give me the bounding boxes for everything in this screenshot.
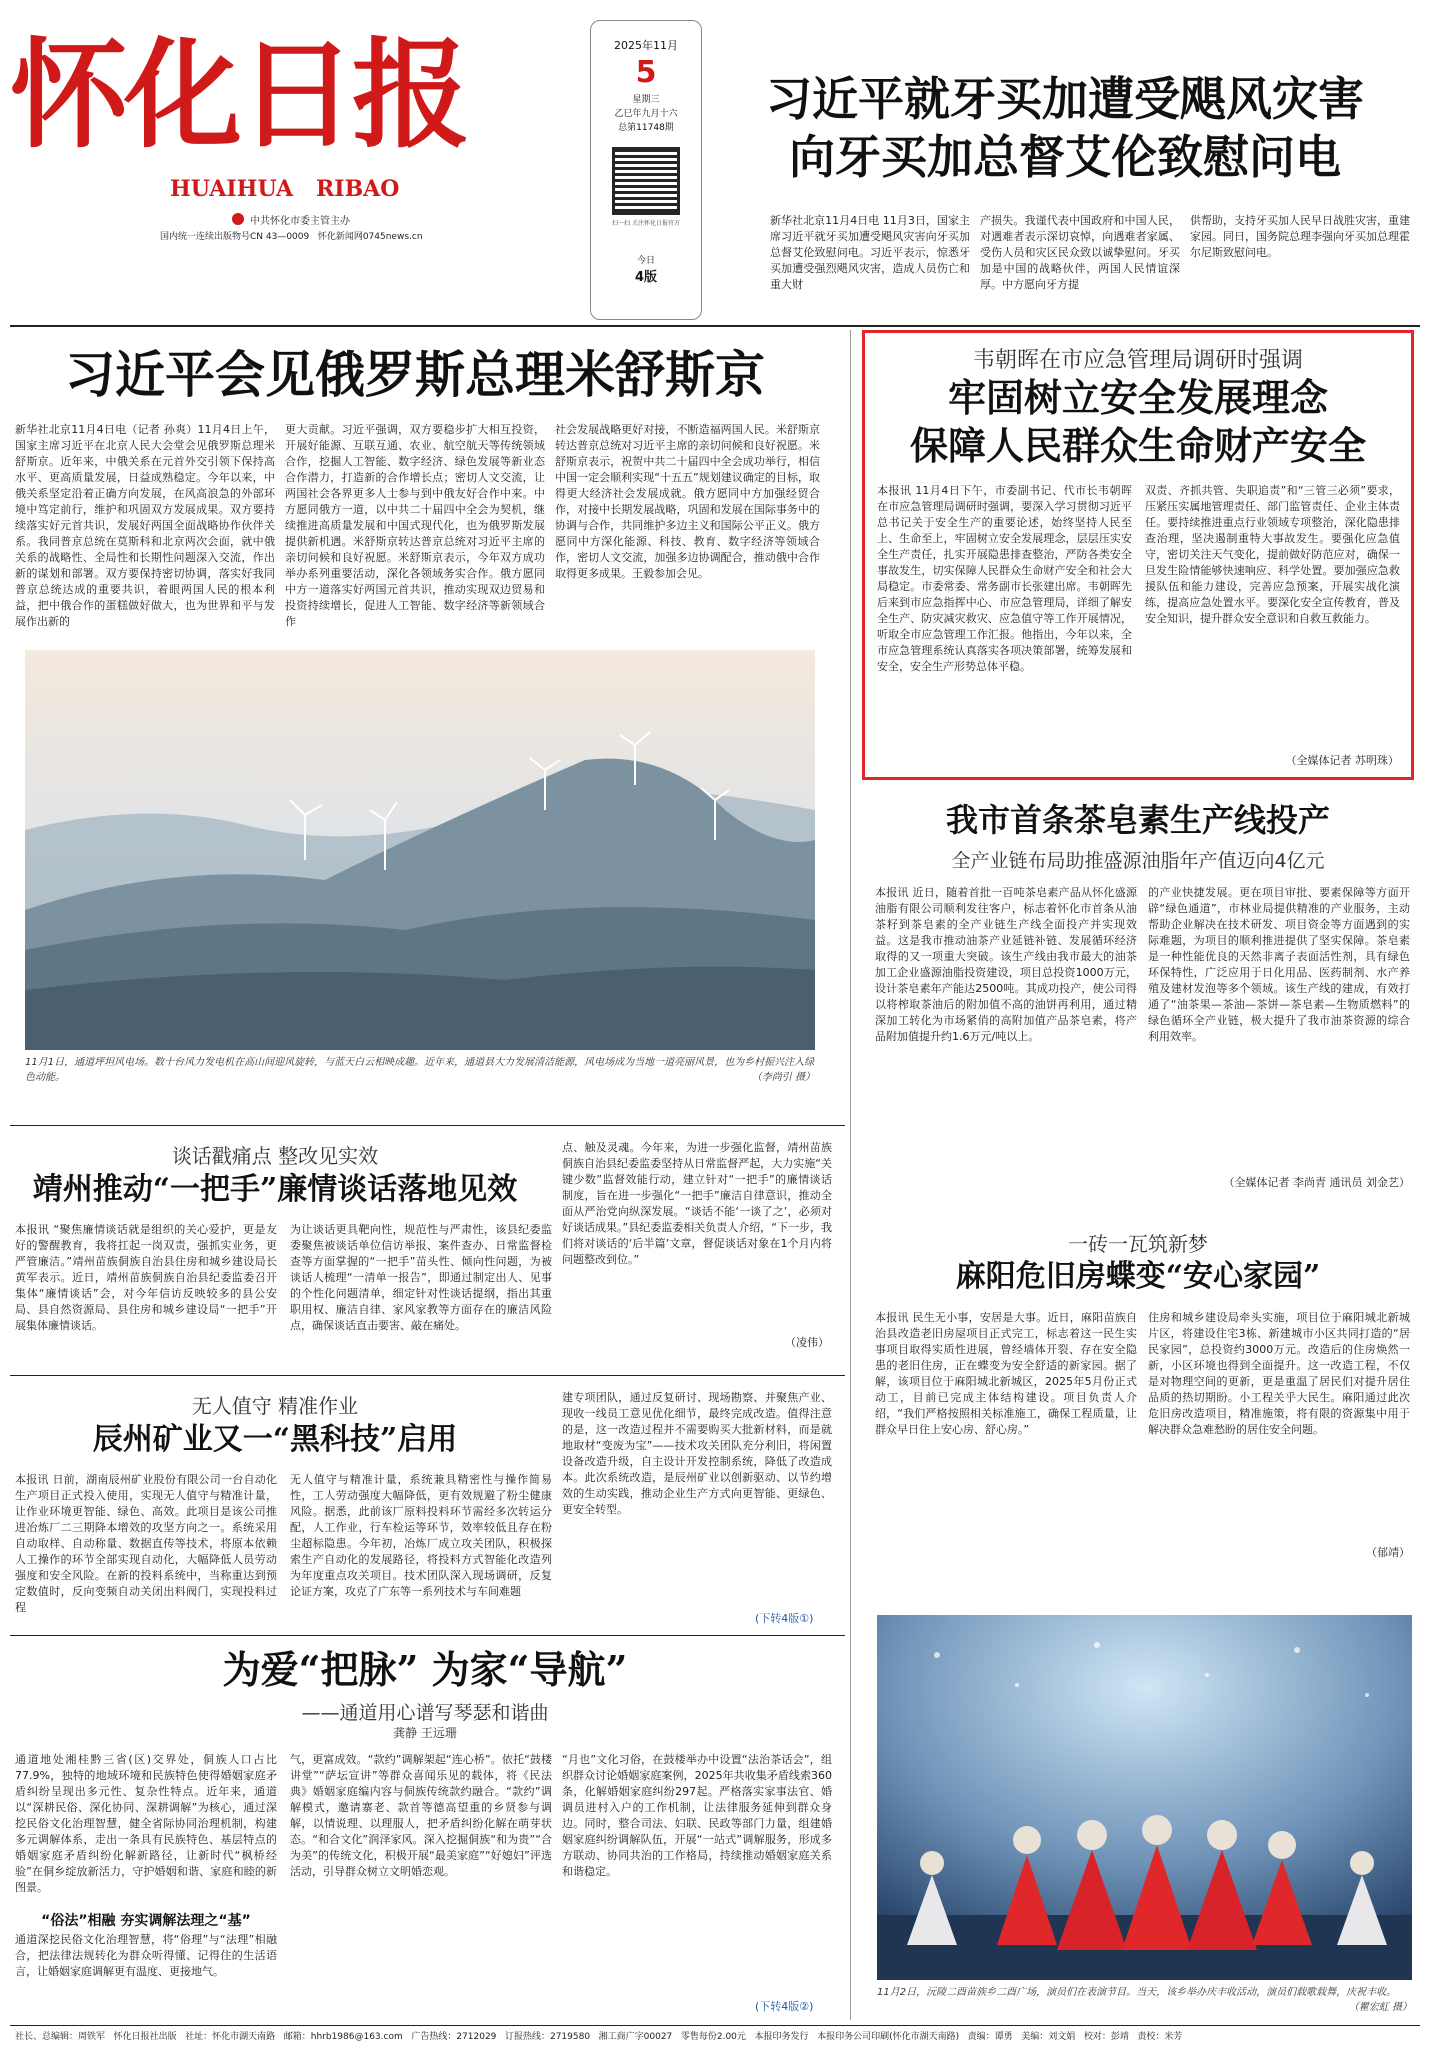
qr-caption: 扫一扫 关注怀化日报官方 (612, 220, 680, 227)
date-day: 5 (635, 55, 657, 90)
safety-credit: （全媒体记者 苏明珠） (1285, 754, 1399, 767)
safety-kicker: 韦朝晖在市应急管理局调研时强调 (972, 348, 1303, 373)
putin-col-1: 新华社北京11月4日电（记者 孙爽）11月4日上午，国家主席习近平在北京人民大会堂会见俄罗斯总理米舒斯京。近年来，中俄关系在元首外交引领下保持高水平、更高质量发展，日益成熟稳定。今年以来，中俄关系坚定沿着正确方向发展，在风高浪急的外部环境中笃定前行，维护和巩固双方发展成果。双方要持续落实好元首共识，发展好两国全面战略协作伙伴关系。我同普京总统在莫斯科和北京两次会面，就中俄关系的战略性、全局性和长期性问题深入交流，作出新的谋划和部署。双方要保持密切协调，落实好我同普京总统达成的重要共识，着眼两国人民的根本利益，把中俄合作的蛋糕做好做大，也为世界和平与发展作出新的 (15, 423, 275, 628)
tongdao-byline: 龚静 王远珊 (393, 1726, 457, 1740)
footer-imprint: 社长、总编辑：周铁军 怀化日报社出版 社址：怀化市湖天南路 邮箱：hhrb1986@163.com 广告热线：2712029 订报热线：2719580 湘工商广字00027 零售每份2.00元 本报印务发行 本报印务公司印刷(怀化市湖天南路) 责编：谭勇 美编：刘文娟 校对：彭靖 责校：米芳 (15, 2032, 1183, 2042)
mayang-headline[interactable]: 麻阳危旧房蝶变“安心家园” (955, 1259, 1321, 1294)
mining-kicker: 无人值守 精准作业 (191, 1394, 359, 1418)
tea-subhead: 全产业链布局助推盛源油脂年产值迈向4亿元 (951, 850, 1325, 872)
lianzheng-col-2: 为让谈话更具靶向性，规范性与严肃性，该县纪委监委聚焦被谈话单位信访举报、案件查办、日常监督检查等方面掌握的“一把手”苗头性、倾向性问题，为被谈话人梳理“一清单一报告”，即通过制定出人、见事的个性化问题清单，细定针对性谈话提纲，指出其重职用权、廉洁自律、家风家教等方面存在的廉洁风险点，确保谈话直击要害、敲在痛处。 (290, 1223, 552, 1332)
mayang-col-1: 本报讯 民生无小事，安居是大事。近日，麻阳苗族自治县改造老旧房屋项目正式完工，标志着这一民生实事项目取得实质性进展，曾经墙体开裂、存在安全隐患的老旧住房，正在蝶变为安全舒适的新家园。据了解，该项目位于麻阳城北新城区，2025年5月份正式动工，目前已完成主体结构建设。项目负责人介绍，“我们严格按照相关标准施工，确保工程质量，让群众早日住上安心房、舒心房。” (875, 1311, 1137, 1436)
tongdao-headline[interactable]: 为爱“把脉” 为家“导航” (222, 1647, 628, 1692)
windfarm-image (25, 650, 815, 1050)
dance-caption (877, 1985, 1412, 2015)
divider (10, 325, 1420, 327)
lead-col-3: 供帮助，支持牙买加人民早日战胜灾害，重建家园。同日，国务院总理李强向牙买加总理霍尔尼斯致慰问电。 (1190, 214, 1410, 259)
date-year-month: 2025年11月 (614, 39, 678, 52)
masthead-sponsor: 中共怀化市委主管主办 (250, 216, 350, 227)
masthead-logo-text: 怀化日报 (10, 25, 467, 164)
qr-code-icon[interactable] (612, 147, 680, 215)
safety-headline-1: 牢固树立安全发展理念 (947, 375, 1328, 420)
masthead-issn: 国内统一连续出版物号CN 43—0009 怀化新闻网0745news.cn (160, 232, 423, 242)
divider (850, 330, 851, 2020)
lead-headline-line1: 习近平就牙买加遭受飓风灾害 (766, 72, 1364, 126)
tea-col-2: 的产业快捷发展。更在项目审批、要素保障等方面开辟“绿色通道”，市林业局提供精准的产业服务，主动帮助企业解决在技术研发、项目资金等方面遇到的实际难题，为项目的顺利推进提供了坚实保障。茶皂素是一种性能优良的天然非离子表面活性剂，具有绿色环保特性，广泛应用于日化用品、医药制剂、水产养殖及建材发泡等多个领域。该生产线的建成，有效打通了“油茶果—茶油—茶饼—茶皂素—生物质燃料”的绿色循环全产业链，极大提升了我市油茶资源的综合利用效率。 (1148, 886, 1410, 1043)
lead-headline[interactable] (715, 70, 1415, 186)
safety-headline-2: 保障人民群众生命财产安全 (909, 423, 1366, 468)
putin-col-2: 更大贡献。习近平强调，双方要稳步扩大相互投资，开展好能源、互联互通、农业、航空航天等传统领域合作，挖掘人工智能、数字经济、绿色发展等新业态合作潜力，打造新的合作增长点；密切人文交流，让两国社会各界更多人士参与到中俄友好合作中来。中方愿同俄方一道，以中共二十届四中全会为契机，继续推进高质量发展和中国式现代化，也为俄罗斯发展提供新机遇。米舒斯京转达普京总统对习近平主席的亲切问候和良好祝愿。米舒斯京表示，今年双方成功举办系列重要活动，深化各领域务实合作。俄方愿同中方一道落实好两国元首共识，推动实现双边贸易和投资持续增长，促进人工智能、数字经济等新领域合作 (285, 423, 545, 628)
mining-jump-link[interactable]: (下转4版①) (755, 1612, 814, 1625)
dance-credit: （瞿宏虹 摄） (1348, 2002, 1412, 2013)
tongdao-col-1: 通道地处湘桂黔三省(区)交界处，侗族人口占比77.9%，独特的地域环境和民族特色使得婚姻家庭矛盾纠纷呈现出多元性、复杂性特点。近年来，通道以“深耕民俗、深化协同、深耕调解”为核心，通过深挖民俗文化治理智慧，健全省际协同治理机制，构建多元调解体系，走出一条具有民族特色、基层特点的婚姻家庭矛盾纠纷化解新路径，让新时代“枫桥经验”在侗乡绽放新活力，守护婚姻和谐、家庭和睦的新图景。 (15, 1753, 277, 1894)
putin-col-3: 社会发展战略更好对接，不断造福两国人民。米舒斯京转达普京总统对习近平主席的亲切问候和良好祝愿。米舒斯京表示，祝贺中共二十届四中全会成功举行，相信中国一定会顺利实现“十五五”规划建议确定的目标，取得更大经济社会发展成就。俄方愿同中方加强经贸合作，对接中长期发展战略，巩固和发展在国际事务中的协调与合作，共同维护多边主义和国际公平正义。俄方愿同中方深化能源、科技、教育、数字经济等领域合作，密切人文交流，加强多边协调配合，推动俄中合作取得更多成果。王毅参加会见。 (555, 423, 820, 580)
dateline-box (590, 20, 702, 320)
safety-story-box[interactable] (862, 330, 1414, 780)
date-weekday: 星期三 (632, 95, 660, 105)
divider (10, 1375, 845, 1376)
tea-col-1: 本报讯 近日，随着首批一百吨茶皂素产品从怀化盛源油脂有限公司顺利发往客户，标志着怀化市首条从油茶籽到茶皂素的全产业链生产线全面投产并实现效益。这是我市推动油茶产业延链补链、发展循环经济取得的又一项重大突破。该生产线由我市最大的油茶加工企业盛源油脂投资建设，项目总投资1000万元，设计茶皂素年产能达2500吨。其成功投产，使公司得以将榨取茶油后的附加值不高的油饼再利用，通过精深加工转化为市场紧俏的高附加值产品茶皂素，将产品附加值提升约1.6万元/吨以上。 (875, 886, 1137, 1043)
dance-photo[interactable] (877, 1615, 1412, 1980)
tongdao-col-1b: 通道深挖民俗文化治理智慧，将“俗理”与“法理”相融合，把法律法规转化为群众听得懂、记得住的生活语言，让婚姻家庭调解更有温度、更接地气。 (15, 1933, 277, 1978)
party-emblem-icon (232, 213, 244, 225)
tongdao-col-2: 气，更富成效。“款约”调解架起“连心桥”。依托“鼓楼讲堂”“萨坛宣讲”等群众喜闻乐见的载体，将《民法典》婚姻家庭编内容与侗族传统款约融合。“款约”调解模式，邀请寨老、款首等德高望重的乡贤参与调解，以情说理、以理服人，把矛盾纠纷化解在萌芽状态。“和合文化”润泽家风。深入挖掘侗族“和为贵”“合为美”的传统文化，积极开展“最美家庭”“好媳妇”评选活动，引导群众树立文明婚恋观。 (290, 1753, 552, 1878)
masthead-pinyin: HUAIHUA RIBAO (170, 176, 400, 202)
mining-col-2: 无人值守与精准计量，系统兼具精密性与操作简易性，工人劳动强度大幅降低，更有效规避了粉尘健康风险。据悉，此前该厂原料投料环节需经多次转运分配，人工作业，行车检运等环节，效率较低且存在粉尘超标隐患。今年初，冶炼厂成立攻关团队，积极探索生产自动化的发展路径，将投料方式智能化改造列为年度重点攻关项目。技术团队深入现场调研，反复论证方案，攻克了广东等一系列技术与车间难题 (290, 1473, 552, 1598)
lianzheng-col-1: 本报讯 “聚焦廉情谈话就是组织的关心爱护，更是友好的警醒教育，我将扛起一岗双责，强抓实业务，更严管廉洁。”靖州苗族侗族自治县住房和城乡建设局长黄军表示。近日，靖州苗族侗族自治县纪委监委召开集体“廉情谈话”会，对今年信访反映较多的县公安局、县自然资源局、县住房和城乡建设局“一把手”开展集体廉情谈话。 (15, 1223, 277, 1332)
putin-headline[interactable]: 习近平会见俄罗斯总理米舒斯京 (65, 345, 765, 404)
dance-image (877, 1615, 1412, 1980)
mining-col-3: 建专项团队，通过反复研讨、现场勘察、并聚焦产业、现收一线员工意见优化细节，最终完成改造。值得注意的是，这一改造过程并不需要购买大批新材料，而是就地取材“变废为宝”——技术攻关团队充分利旧，将闲置设备改造升级，自主设计开发控制系统，降低了改造成本。此次系统改造，是辰州矿业以创新驱动、以节约增效的生动实践，推动企业生产方式向更智能、更绿色、更安全转型。 (562, 1391, 832, 1516)
windfarm-caption-text: 11月1日，通道坪坦风电场。数十台风力发电机在高山间迎风旋转，与蓝天白云相映成趣。近年来，通道县大力发展清洁能源，风电场成为当地一道亮丽风景，也为乡村振兴注入绿色动能。 (25, 1057, 815, 1083)
windfarm-photo[interactable] (25, 650, 815, 1050)
mining-col-1: 本报讯 日前，湖南辰州矿业股份有限公司一台自动化生产项目正式投入使用，实现无人值守与精准计量，让作业环境更智能、绿色、高效。此项目是该公司推进冶炼厂二三期降本增效的攻坚方向之一。系统采用自动取样、自动称量、数据直传等技术，将原本依赖人工操作的环节全部实现自动化，大幅降低人员劳动强度和安全风险。在新的投料系统中，当称重达到预定数值时，反向变频自动关闭出料阀门，实现投料过程 (15, 1473, 277, 1614)
tongdao-subhead: ——通道用心谱写琴瑟和谐曲 (301, 1702, 549, 1724)
lead-headline-line2: 向牙买加总督艾伦致慰问电 (789, 130, 1341, 184)
mining-headline[interactable]: 辰州矿业又一“黑科技”启用 (92, 1422, 458, 1457)
lianzheng-kicker: 谈话戳痛点 整改见实效 (171, 1144, 379, 1168)
lead-col-2: 产损失。我谨代表中国政府和中国人民，对遇难者表示深切哀悼，向遇难者家属、受伤人员和灾区民众致以诚挚慰问。牙买加是中国的战略伙伴，两国人民情谊深厚。中方愿向牙方提 (980, 214, 1180, 291)
lianzheng-credit: （凌伟） (785, 1336, 829, 1349)
lianzheng-col-3: 点、触及灵魂。今年来，为进一步强化监督，靖州苗族侗族自治县纪委监委坚持从日常监督严起，大力实施“关键少数”监督效能行动，建立针对“一把手”的廉情谈话制度，旨在进一步强化“一把手”廉洁自律意识，推动全面从严治党向纵深发展。“谈话不能‘一谈了之’，必须对好谈话成果。”县纪委监委相关负责人介绍，“下一步，我们将对谈话的‘后半篇’文章，督促谈话对象在1个月内将问题整改到位。” (562, 1141, 832, 1266)
date-issue: 总第11748期 (618, 123, 674, 133)
divider (10, 1125, 845, 1126)
safety-col-2: 双责、齐抓共管、失职追责”和“三管三必须”要求，压紧压实属地管理责任、部门监管责任、企业主体责任。要持续推进重点行业领域专项整治，深化隐患排查治理，坚决遏制重特大事故发生。要强化应急值守，密切关注天气变化，提前做好防范应对，确保一旦发生险情能够快速响应、科学处置。要加强应急救援队伍和能力建设，完善应急预案，开展实战化演练，提高应急处置水平。要深化安全宣传教育，普及安全知识，提升群众安全意识和自救互救能力。 (1145, 484, 1400, 625)
windfarm-caption (25, 1055, 815, 1085)
dance-caption-text: 11月2日，沅陵二酉苗族乡二酉广场，演员们在表演节目。当天，该乡举办庆丰收活动，演员们载歌载舞，庆祝丰收。 (877, 1987, 1397, 1998)
masthead (10, 20, 570, 245)
safety-col-1: 本报讯 11月4日下午，市委副书记、代市长韦朝晖在市应急管理局调研时强调，要深入学习贯彻习近平总书记关于安全生产的重要论述，始终坚持人民至上、生命至上，牢固树立安全发展理念，层层压实安全生产责任，扎实开展隐患排查整治，严防各类安全事故发生，切实保障人民群众生命财产安全和社会大局稳定。市委常委、常务副市长张建出席。韦朝晖先后来到市应急指挥中心、市应急管理局，详细了解安全生产、防灾减灾救灾、应急值守等工作开展情况，听取全市应急管理工作汇报。他指出，今年以来，全市应急管理系统认真落实各项决策部署，统筹发展和安全，安全生产形势总体平稳。 (877, 484, 1132, 673)
mayang-col-2: 住房和城乡建设局牵头实施，项目位于麻阳城北新城片区，将建设住宅3栋、新建城市小区共同打造的“居民家园”，总投资约3000万元。改造后的住房焕然一新，小区环境也得到全面提升。这一改造工程，不仅是对物理空间的更新，更是重温了居民们对提升居住品质的热切期盼。小工程关乎大民生。麻阳通过此次危旧房改造项目，精准施策，将有限的资源集中用于解决群众急难愁盼的居住安全问题。 (1148, 1311, 1410, 1436)
lead-col-1: 新华社北京11月4日电 11月3日，国家主席习近平就牙买加遭受飓风灾害向牙买加总督艾伦致慰问电。习近平表示，惊悉牙买加遭受强烈飓风灾害，造成人员伤亡和重大财 (770, 214, 970, 291)
tea-headline[interactable]: 我市首条茶皂素生产线投产 (945, 801, 1330, 839)
pages-count: 4版 (634, 270, 658, 285)
mayang-kicker: 一砖一瓦筑新梦 (1068, 1232, 1208, 1256)
pages-label: 今日 (636, 256, 655, 266)
date-lunar: 乙巳年九月十六 (614, 109, 678, 119)
windfarm-credit: （李尚引 摄） (751, 1072, 815, 1083)
tongdao-col-3: “月也”文化习俗，在鼓楼举办中设置“法治茶话会”，组织群众讨论婚姻家庭案例，2025年共收集矛盾线索360条，化解婚姻家庭纠纷297起。严格落实家事法官、婚调员进村入户的工作机制，让法律服务延伸到群众身边。同时，整合司法、妇联、民政等部门力量，组建婚姻家庭纠纷调解队伍，开展“一站式”调解服务，形成多方联动、协同共治的工作格局，持续推动婚姻家庭关系和谐稳定。 (562, 1753, 832, 1878)
tongdao-jump-link[interactable]: (下转4版②) (755, 2000, 814, 2013)
divider (10, 1635, 845, 1636)
mayang-credit: （郁靖） (1366, 1546, 1410, 1559)
lianzheng-headline[interactable]: 靖州推动“一把手”廉情谈话落地见效 (32, 1172, 518, 1207)
tea-credit: （全媒体记者 李尚青 通讯员 刘金艺） (1223, 1176, 1410, 1189)
tongdao-subhead-2: “俗法”相融 夯实调解法理之“基” (41, 1913, 251, 1929)
divider (10, 2025, 1420, 2026)
